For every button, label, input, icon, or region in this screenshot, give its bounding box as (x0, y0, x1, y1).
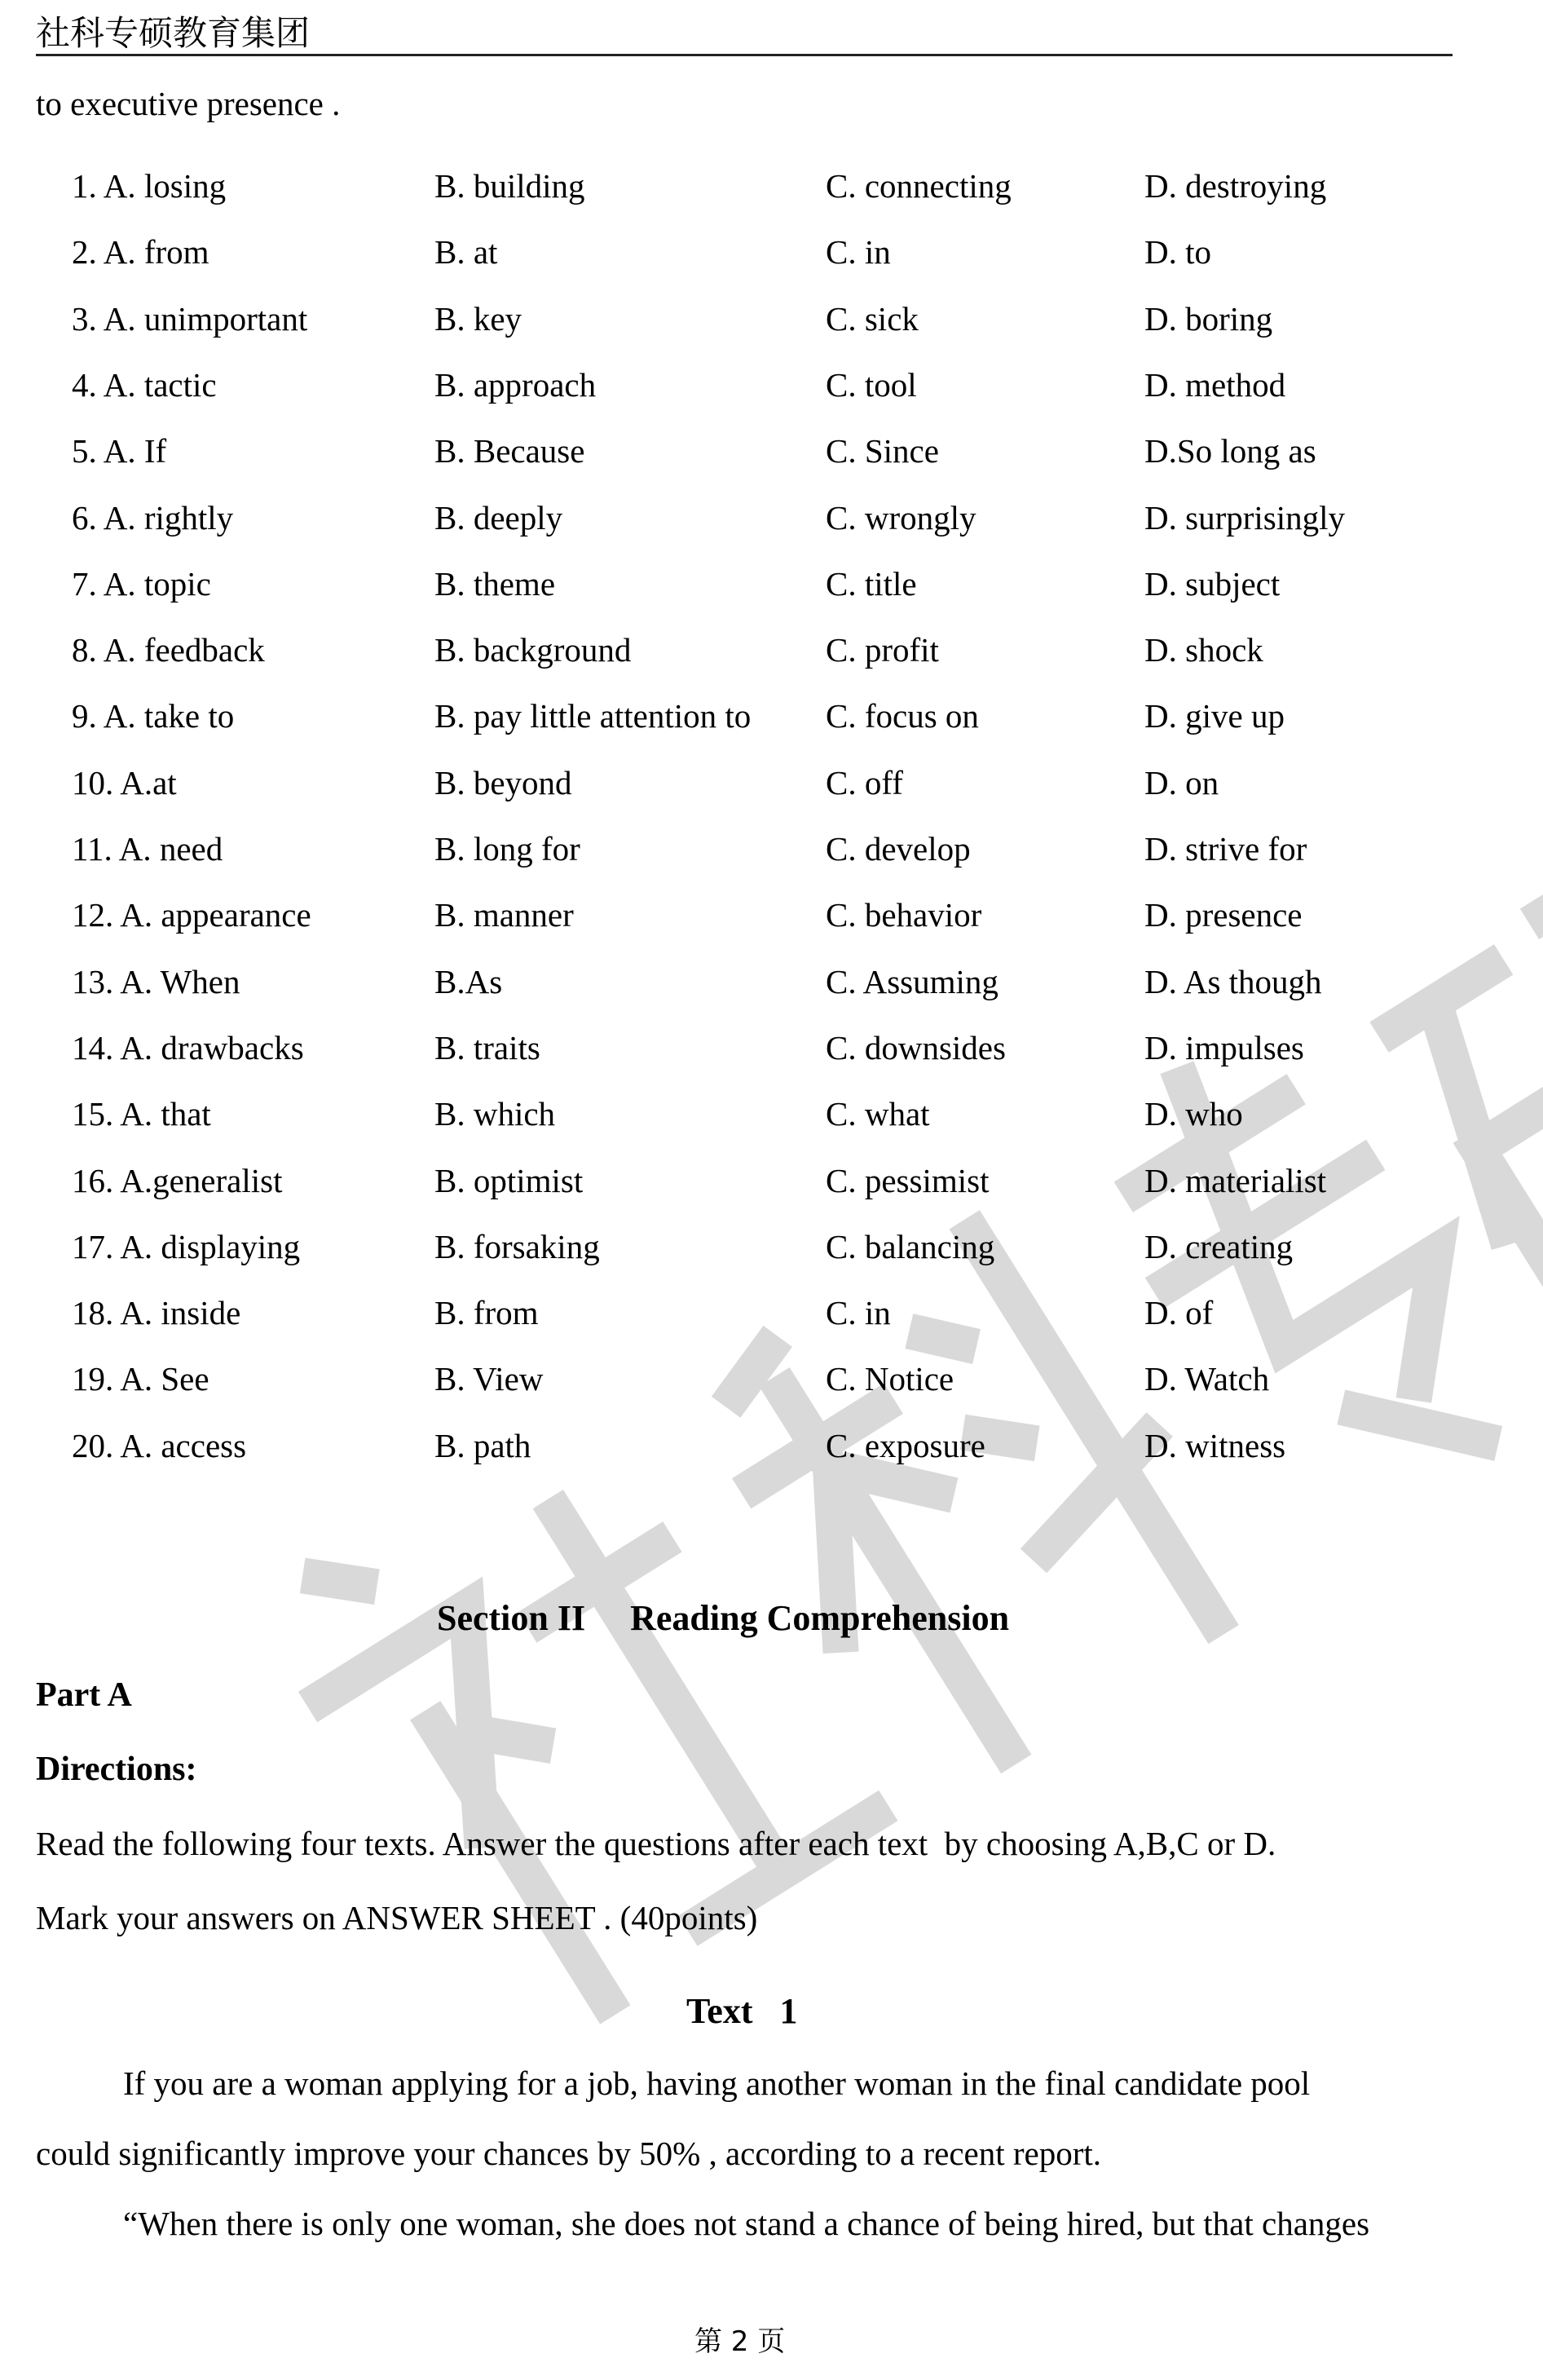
option-a: 15. A. that (72, 1095, 211, 1133)
option-b: B. building (434, 167, 585, 205)
option-b: B. background (434, 631, 632, 669)
option-b: B. at (434, 233, 498, 272)
option-b: B. manner (434, 896, 574, 934)
cloze-option-row (0, 298, 1543, 339)
cloze-option-row (0, 828, 1543, 869)
directions-line-1: Read the following four texts. Answer the questions after each text by choosing A,B,C or D. (36, 1825, 1276, 1862)
option-d: D. witness (1144, 1426, 1286, 1464)
option-c: C. behavior (826, 896, 982, 934)
cloze-option-row (0, 1292, 1543, 1333)
cloze-option-row (0, 1027, 1543, 1068)
option-c: C. in (826, 233, 891, 272)
option-a: 6. A. rightly (72, 498, 234, 536)
continuation-text: to executive presence . (36, 85, 341, 122)
option-b: B. deeply (434, 498, 563, 536)
option-d: D. subject (1144, 564, 1281, 603)
cloze-option-row (0, 629, 1543, 670)
cloze-option-row (0, 563, 1543, 604)
org-header: 社科专硕教育集团 (36, 13, 311, 53)
option-d: D. impulses (1144, 1028, 1304, 1066)
option-b: B. theme (434, 564, 556, 603)
option-c: C. focus on (826, 697, 979, 735)
text1-line-3: “When there is only one woman, she does not stand a chance of being hired, but that changes (123, 2205, 1370, 2242)
option-a: 1. A. losing (72, 167, 227, 205)
option-a: 17. A. displaying (72, 1227, 301, 1265)
option-b: B. which (434, 1095, 556, 1133)
option-c: C. profit (826, 631, 939, 669)
option-c: C. title (826, 564, 917, 603)
option-d: D. strive for (1144, 830, 1307, 868)
option-d: D. boring (1144, 299, 1273, 338)
option-c: C. Since (826, 432, 939, 470)
option-a: 12. A. appearance (72, 896, 311, 934)
cloze-option-row (0, 1425, 1543, 1466)
option-d: D. who (1144, 1095, 1243, 1133)
cloze-option-row (0, 894, 1543, 935)
option-b: B. traits (434, 1028, 540, 1066)
option-b: B. pay little attention to (434, 697, 752, 735)
option-a: 7. A. topic (72, 564, 211, 603)
option-a: 16. A.generalist (72, 1161, 283, 1199)
option-b: B. long for (434, 830, 580, 868)
option-b: B. approach (434, 365, 597, 404)
option-c: C. Assuming (826, 962, 999, 1000)
option-a: 2. A. from (72, 233, 209, 272)
directions-line-2: Mark your answers on ANSWER SHEET . (40points) (36, 1899, 758, 1936)
cloze-option-row (0, 1160, 1543, 1201)
option-c: C. exposure (826, 1426, 985, 1464)
option-b: B. Because (434, 432, 585, 470)
header-rule (36, 54, 1453, 56)
section-title: Section II Reading Comprehension (437, 1598, 1010, 1638)
cloze-option-row (0, 431, 1543, 471)
cloze-option-row (0, 695, 1543, 736)
option-d: D. of (1144, 1294, 1214, 1332)
option-d: D. surprisingly (1144, 498, 1345, 536)
option-c: C. pessimist (826, 1161, 990, 1199)
option-c: C. tool (826, 365, 917, 404)
text1-line-1: If you are a woman applying for a job, having another woman in the final candidate pool (123, 2064, 1311, 2102)
option-d: D. to (1144, 233, 1211, 272)
option-b: B. path (434, 1426, 531, 1464)
option-b: B. View (434, 1360, 544, 1398)
option-c: C. downsides (826, 1028, 1006, 1066)
option-a: 20. A. access (72, 1426, 247, 1464)
watermark-strokes (247, 742, 1543, 2067)
option-c: C. develop (826, 830, 971, 868)
option-c: C. off (826, 763, 903, 801)
option-a: 11. A. need (72, 830, 223, 868)
option-a: 14. A. drawbacks (72, 1028, 304, 1066)
option-a: 8. A. feedback (72, 631, 265, 669)
page-number: 第 2 页 (694, 2325, 786, 2358)
option-d: D. shock (1144, 631, 1263, 669)
option-b: B. beyond (434, 763, 572, 801)
option-c: C. balancing (826, 1227, 995, 1265)
cloze-option-row (0, 497, 1543, 538)
option-a: 10. A.at (72, 763, 177, 801)
option-c: C. sick (826, 299, 919, 338)
cloze-option-row (0, 762, 1543, 803)
option-b: B. key (434, 299, 522, 338)
option-c: C. Notice (826, 1360, 954, 1398)
option-c: C. wrongly (826, 498, 976, 536)
option-d: D. As though (1144, 962, 1322, 1000)
option-b: B. optimist (434, 1161, 584, 1199)
option-d: D. materialist (1144, 1161, 1327, 1199)
option-c: C. connecting (826, 167, 1012, 205)
directions-label: Directions: (36, 1751, 197, 1788)
option-d: D. creating (1144, 1227, 1294, 1265)
option-a: 4. A. tactic (72, 365, 217, 404)
option-b: B.As (434, 962, 503, 1000)
text1-line-2: could significantly improve your chances by 50% , according to a recent report. (36, 2135, 1101, 2172)
option-d: D. on (1144, 763, 1219, 801)
option-a: 5. A. If (72, 432, 167, 470)
cloze-option-row (0, 1093, 1543, 1134)
option-d: D. method (1144, 365, 1286, 404)
option-b: B. from (434, 1294, 539, 1332)
part-label: Part A (36, 1676, 132, 1714)
cloze-option-row (0, 1226, 1543, 1267)
cloze-option-row (0, 232, 1543, 272)
option-a: 18. A. inside (72, 1294, 241, 1332)
option-a: 3. A. unimportant (72, 299, 308, 338)
option-a: 9. A. take to (72, 697, 235, 735)
cloze-option-row (0, 961, 1543, 1002)
option-a: 19. A. See (72, 1360, 209, 1398)
option-b: B. forsaking (434, 1227, 600, 1265)
cloze-option-row (0, 1358, 1543, 1399)
option-d: D. give up (1144, 697, 1285, 735)
option-c: C. what (826, 1095, 930, 1133)
option-d: D.So long as (1144, 432, 1316, 470)
text1-title: Text 1 (686, 1991, 798, 2031)
option-d: D. Watch (1144, 1360, 1270, 1398)
option-a: 13. A. When (72, 962, 240, 1000)
option-d: D. presence (1144, 896, 1303, 934)
cloze-option-row (0, 166, 1543, 206)
option-c: C. in (826, 1294, 891, 1332)
cloze-option-row (0, 364, 1543, 405)
option-d: D. destroying (1144, 167, 1327, 205)
